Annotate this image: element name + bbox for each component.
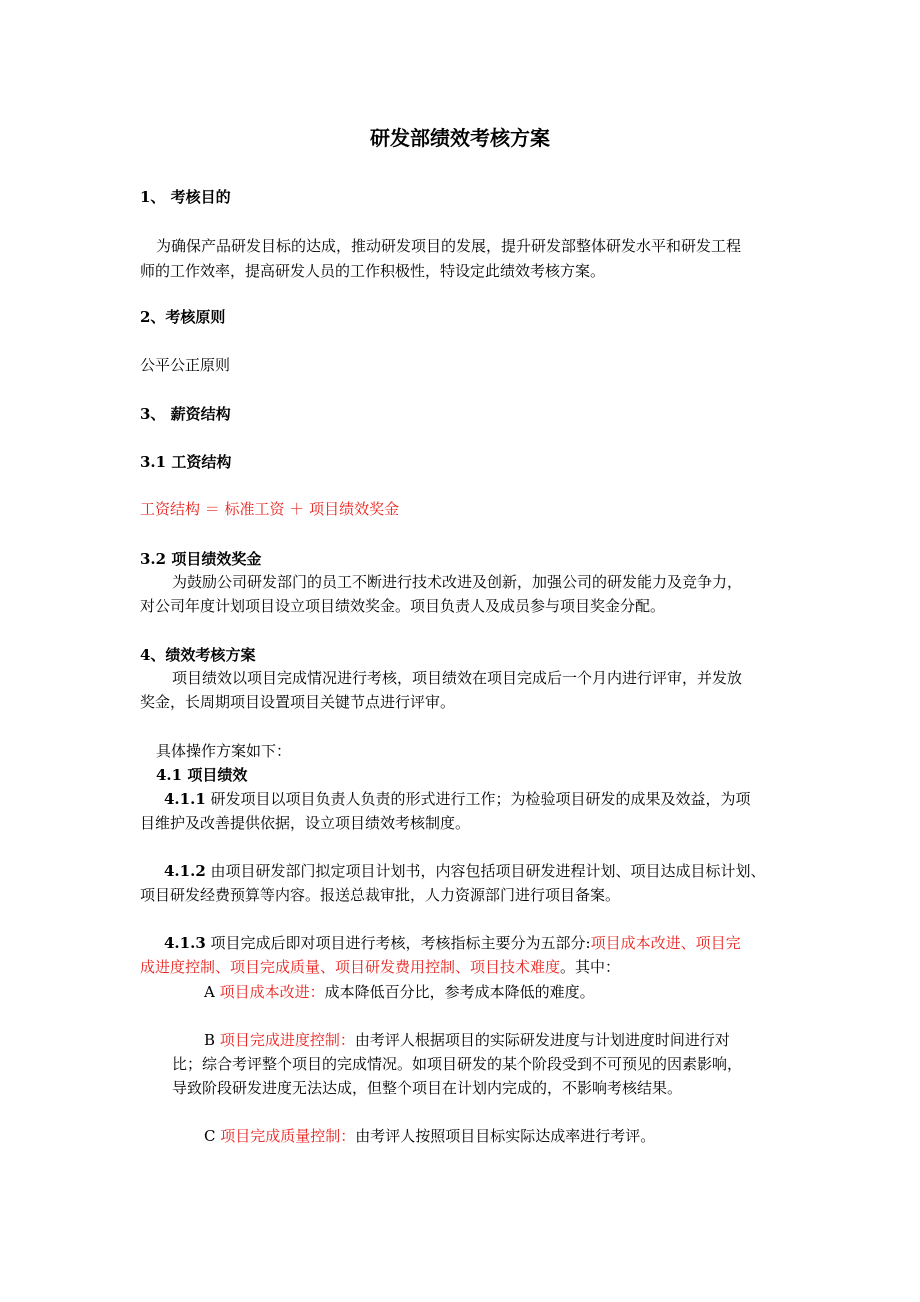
- item-4-1-1-text-1: 研发项目以项目负责人负责的形式进行工作；为检验项目研发的成果及效益，为项: [210, 790, 751, 808]
- section-1-heading: 1、 考核目的: [140, 188, 231, 206]
- criterion-b-line-3: 导致阶段研发进度无法达成，但整个项目在计划内完成的，不影响考核结果。: [172, 1079, 683, 1097]
- item-4-1-1-line-1: [164, 787, 751, 811]
- section-3-2-line-2: 对公司年度计划项目设立项目绩效奖金。项目负责人及成员参与项目奖金分配。: [140, 597, 666, 615]
- criterion-a-letter: A: [204, 983, 215, 1001]
- item-4-1-3-number: 4.1.3: [164, 934, 206, 952]
- item-4-1-3-indicators-1: 项目成本改进、项目完: [590, 934, 741, 952]
- item-4-1-3-line-1: [164, 931, 741, 955]
- section-2-heading: 2、考核原则: [140, 308, 226, 326]
- item-4-1-3-line-2: [140, 955, 620, 979]
- item-4-1-2-number: 4.1.2: [164, 862, 206, 880]
- section-1-line-1: 为确保产品研发目标的达成，推动研发项目的发展，提升研发部整体研发水平和研发工程: [156, 237, 742, 255]
- section-4-1-heading: 4.1 项目绩效: [156, 766, 248, 784]
- page-title: 研发部绩效考核方案: [370, 126, 550, 150]
- item-4-1-1-line-2: 目维护及改善提供依据，设立项目绩效考核制度。: [140, 814, 471, 832]
- section-4-line-2: 奖金，长周期项目设置项目关键节点进行评审。: [140, 693, 456, 711]
- criterion-a-text: 成本降低百分比，参考成本降低的难度。: [324, 983, 595, 1001]
- item-4-1-3-indicators-2: 成进度控制、项目完成质量、项目研发费用控制、项目技术难度: [140, 958, 561, 976]
- criterion-c-text: 由考评人按照项目目标实际达成率进行考评。: [355, 1127, 656, 1145]
- criterion-c-letter: C: [204, 1127, 216, 1145]
- criterion-c: [204, 1124, 655, 1148]
- criterion-a: [204, 980, 595, 1004]
- item-4-1-3-text-2b: 。其中：: [560, 958, 621, 976]
- section-4-intro: 具体操作方案如下：: [156, 742, 292, 760]
- section-3-heading: 3、 薪资结构: [140, 405, 231, 423]
- criterion-b-text-1: 由考评人根据项目的实际研发进度与计划进度时间进行对: [354, 1031, 730, 1049]
- criterion-b-name: 项目完成进度控制：: [219, 1031, 355, 1049]
- section-2-body: 公平公正原则: [140, 356, 231, 374]
- section-3-2-line-1: 为鼓励公司研发部门的员工不断进行技术改进及创新，加强公司的研发能力及竞争力，: [172, 573, 743, 591]
- item-4-1-2-line-2: 项目研发经费预算等内容。报送总裁审批，人力资源部门进行项目备案。: [140, 886, 621, 904]
- item-4-1-3-text-1a: 项目完成后即对项目进行考核，考核指标主要分为五部分:: [210, 934, 591, 952]
- section-3-2-heading: 3.2 项目绩效奖金: [140, 550, 262, 568]
- criterion-b-letter: B: [204, 1031, 216, 1049]
- section-3-1-heading: 3.1 工资结构: [140, 453, 232, 471]
- section-4-heading: 4、绩效考核方案: [140, 646, 256, 664]
- criterion-c-name: 项目完成质量控制：: [220, 1127, 356, 1145]
- section-4-line-1: 项目绩效以项目完成情况进行考核，项目绩效在项目完成后一个月内进行评审，并发放: [172, 669, 743, 687]
- criterion-a-name: 项目成本改进：: [219, 983, 325, 1001]
- section-1-line-2: 师的工作效率，提高研发人员的工作积极性，特设定此绩效考核方案。: [140, 262, 606, 280]
- item-4-1-2-line-1: [164, 859, 766, 883]
- criterion-b-line-1: [204, 1028, 730, 1052]
- salary-formula: 工资结构 ＝ 标准工资 ＋ 项目绩效奖金: [140, 500, 400, 518]
- item-4-1-2-text-1: 由项目研发部门拟定项目计划书，内容包括项目研发进程计划、项目达成目标计划、: [210, 862, 766, 880]
- criterion-b-line-2: 比；综合考评整个项目的完成情况。如项目研发的某个阶段受到不可预见的因素影响，: [172, 1055, 743, 1073]
- item-4-1-1-number: 4.1.1: [164, 790, 206, 808]
